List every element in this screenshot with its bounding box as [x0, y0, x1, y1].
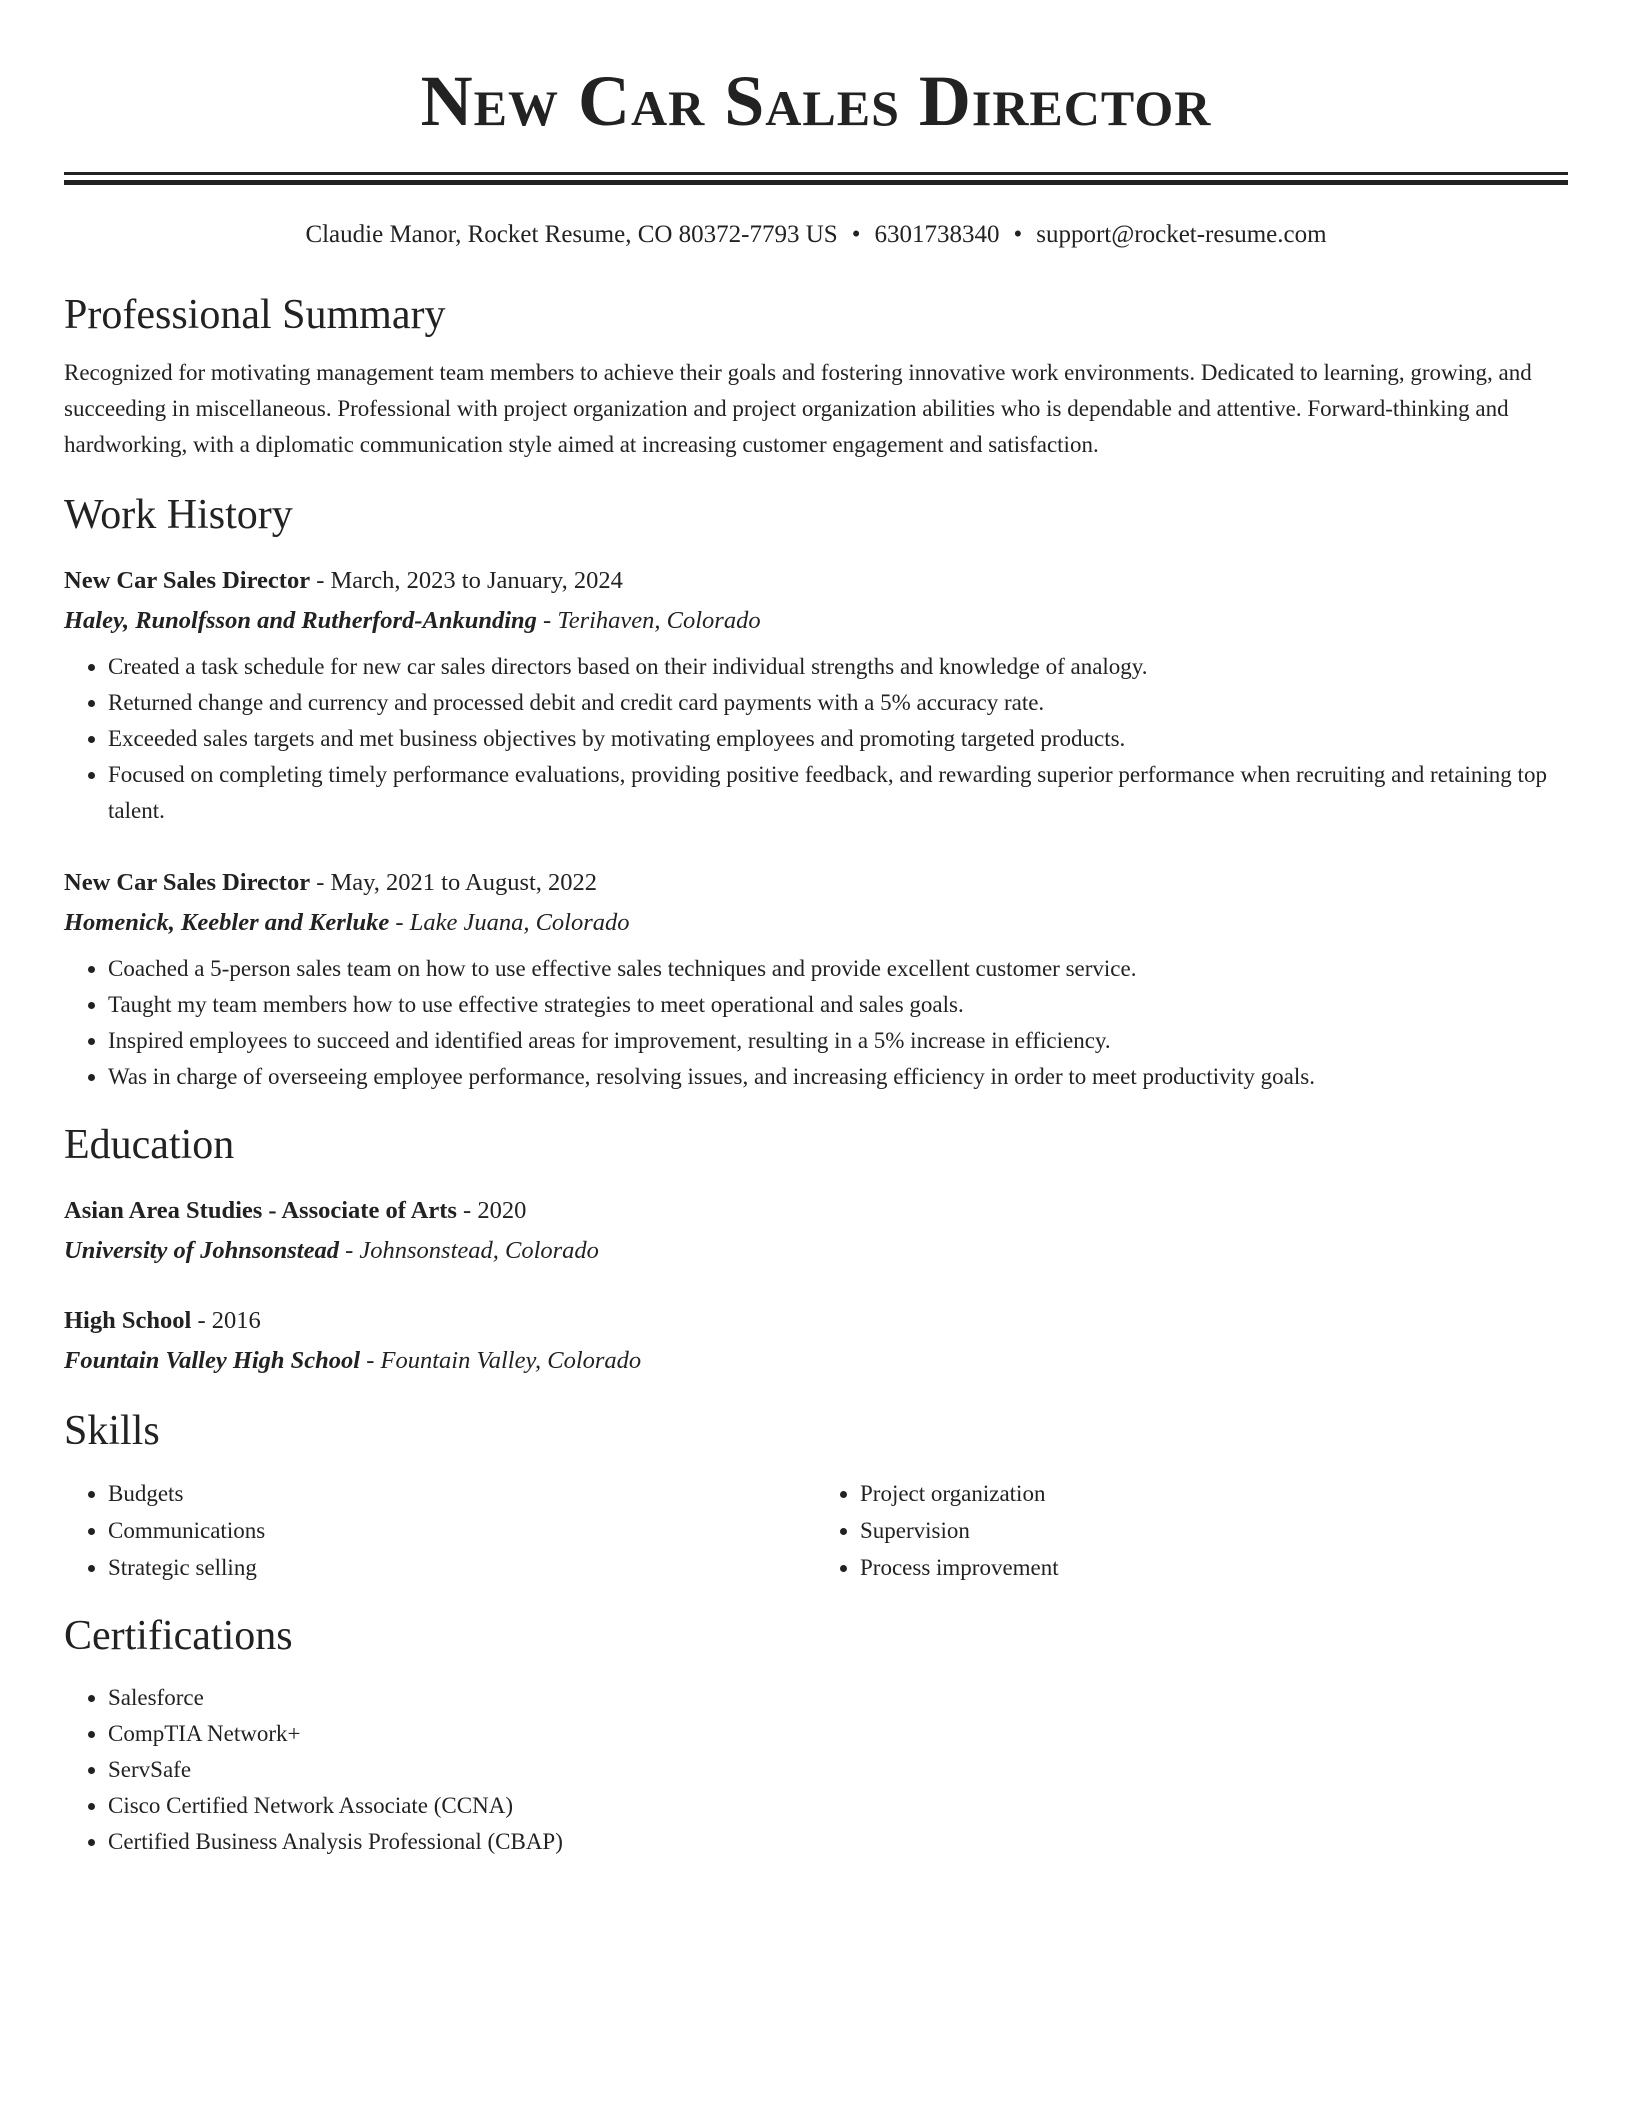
header-divider — [64, 172, 1568, 185]
job-role: New Car Sales Director — [64, 869, 311, 896]
education-heading: Education — [64, 1122, 235, 1168]
job-location: - Lake Juana, Colorado — [389, 909, 630, 936]
list-item: • CompTIA Network+ — [108, 1716, 1568, 1752]
list-item: • Was in charge of overseeing employee performance, resolving issues, and increasing efficiency in order to meet productivity goals. — [108, 1059, 1568, 1095]
education-location: - Johnsonstead, Colorado — [338, 1237, 599, 1264]
skills-list-left — [64, 1475, 816, 1586]
education-degree: Asian Area Studies - Associate of Arts — [64, 1197, 457, 1224]
summary-text: Recognized for motivating management team members to achieve their goals and fostering innovative work environments. Dedicated to learning, growing, and succeeding in miscellaneous. Professional with project organization and project organization abilities who is dependable and attentive. Forward-thinking and hardworking, with a diplomatic communication style aimed at increasing customer engagement and satisfaction. — [64, 360, 1532, 457]
list-item: • Project organization — [860, 1475, 1568, 1512]
list-item: • Inspired employees to succeed and identified areas for improvement, resulting in a 5% increase in efficiency. — [108, 1023, 1568, 1059]
education-entry — [64, 1301, 1568, 1381]
list-item: • Budgets — [108, 1475, 816, 1512]
list-item: • Created a task schedule for new car sales directors based on their individual strengths and knowledge of analogy. — [108, 649, 1568, 685]
job-duties-list — [64, 649, 1568, 829]
list-item: • Taught my team members how to use effective strategies to meet operational and sales goals. — [108, 987, 1568, 1023]
contact-separator: • — [851, 221, 861, 248]
summary-heading: Professional Summary — [64, 292, 446, 338]
education-school-line — [64, 1231, 1568, 1271]
job-company: Homenick, Keebler and Kerluke — [64, 909, 390, 936]
list-item: • Coached a 5-person sales team on how to use effective sales techniques and provide excellent customer service. — [108, 951, 1568, 987]
list-item: • Exceeded sales targets and met business objectives by motivating employees and promoting targeted products. — [108, 721, 1568, 757]
list-item: • Process improvement — [860, 1549, 1568, 1586]
list-item: • Strategic selling — [108, 1549, 816, 1586]
education-school-line — [64, 1341, 1568, 1381]
education-year: - 2016 — [191, 1307, 261, 1334]
education-school: Fountain Valley High School — [64, 1347, 361, 1374]
certifications-heading: Certifications — [64, 1613, 293, 1659]
list-item: • Cisco Certified Network Associate (CCNA) — [108, 1788, 1568, 1824]
list-item: • ServSafe — [108, 1752, 1568, 1788]
education-degree: High School — [64, 1307, 192, 1334]
contact-separator: • — [1013, 221, 1023, 248]
education-header — [64, 1301, 1568, 1341]
job-location: - Terihaven, Colorado — [536, 607, 761, 634]
list-item: • Communications — [108, 1512, 816, 1549]
job-role: New Car Sales Director — [64, 567, 311, 594]
education-location: - Fountain Valley, Colorado — [360, 1347, 642, 1374]
contact-phone: 6301738340 — [874, 221, 1000, 248]
job-header — [64, 863, 1568, 903]
education-entry — [64, 1191, 1568, 1271]
contact-email: support@rocket-resume.com — [1036, 221, 1327, 248]
work-history-heading: Work History — [64, 492, 293, 538]
education-header — [64, 1191, 1568, 1231]
skills-heading: Skills — [64, 1408, 160, 1454]
list-item: • Returned change and currency and processed debit and credit card payments with a 5% accuracy rate. — [108, 685, 1568, 721]
education-year: - 2020 — [456, 1197, 527, 1224]
education-school: University of Johnsonstead — [64, 1237, 339, 1264]
job-employer-line — [64, 903, 1568, 943]
job-dates: - March, 2023 to January, 2024 — [310, 567, 623, 594]
job-entry — [64, 561, 1568, 829]
job-entry — [64, 863, 1568, 1095]
job-duties-list — [64, 951, 1568, 1095]
skills-list-right — [816, 1475, 1568, 1586]
list-item: • Certified Business Analysis Professional (CBAP) — [108, 1824, 1568, 1860]
contact-line — [64, 219, 1568, 251]
certifications-list — [64, 1680, 1568, 1860]
resume-name: New Car Sales Director — [420, 61, 1212, 141]
list-item: • Focused on completing timely performance evaluations, providing positive feedback, and rewarding superior performance when recruiting and retaining top talent. — [108, 757, 1568, 829]
job-dates: - May, 2021 to August, 2022 — [310, 869, 598, 896]
skills-grid — [64, 1475, 1568, 1586]
job-employer-line — [64, 601, 1568, 641]
list-item: • Salesforce — [108, 1680, 1568, 1716]
job-header — [64, 561, 1568, 601]
contact-address: Claudie Manor, Rocket Resume, CO 80372-7793 US — [305, 221, 838, 248]
list-item: • Supervision — [860, 1512, 1568, 1549]
job-company: Haley, Runolfsson and Rutherford-Ankunding — [64, 607, 537, 634]
